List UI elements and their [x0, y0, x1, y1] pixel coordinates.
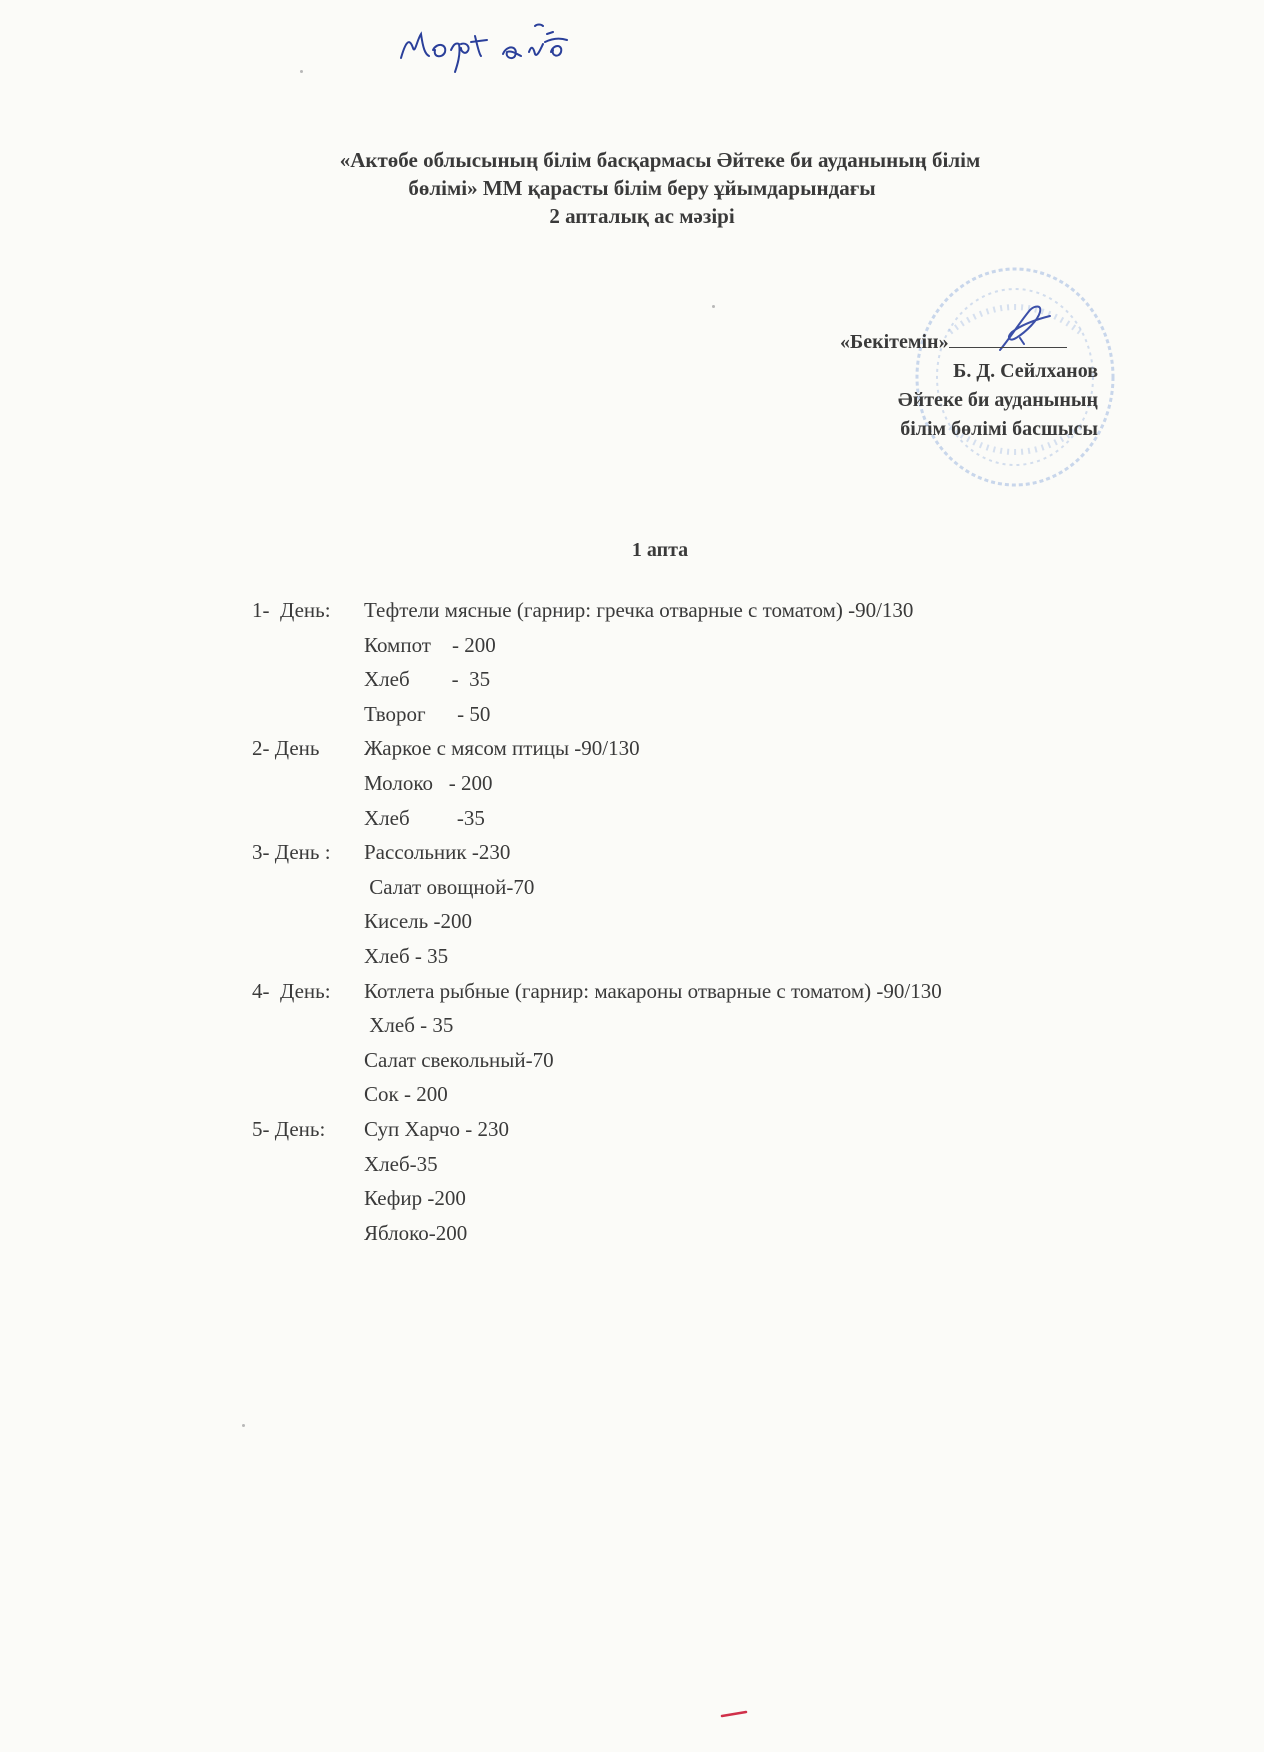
day-row — [252, 731, 1152, 766]
menu-item: Жаркое с мясом птицы -90/130 — [364, 736, 640, 761]
menu-item: Салат свекольный-70 — [364, 1047, 554, 1072]
scan-speck — [712, 305, 715, 308]
menu-item: Компот - 200 — [364, 632, 496, 657]
approver-position-line-1: Әйтеке би ауданының — [897, 389, 1098, 411]
menu-item: Кисель -200 — [364, 909, 472, 934]
approver-name: Б. Д. Сейлханов — [953, 360, 1098, 382]
approval-block — [800, 328, 1098, 444]
menu-item: Молоко - 200 — [364, 770, 493, 795]
day-label: 1- День: — [252, 598, 336, 622]
handwritten-note-drawing — [395, 14, 635, 74]
day-row — [252, 835, 1152, 870]
document-header — [230, 146, 1090, 230]
menu-item: Суп Харчо - 230 — [364, 1116, 509, 1141]
approval-label-row — [800, 328, 1098, 357]
header-line-2: бөлімі» ММ қарасты білім беру ұйымдарындағы — [408, 176, 876, 200]
day-row — [252, 1112, 1152, 1147]
day-label: 2- День — [252, 736, 325, 761]
header-line-1: «Актөбе облысының білім басқармасы Әйтеке би ауданының білім — [339, 148, 981, 172]
day-label: 5- День: — [252, 1116, 331, 1141]
menu-item: Кефир -200 — [364, 1186, 466, 1211]
menu-item: Котлета рыбные (гарнир: макароны отварные с томатом) -90/130 — [364, 978, 942, 1003]
menu-item: Салат овощной-70 — [364, 874, 535, 899]
menu-item: Хлеб-35 — [364, 1151, 438, 1176]
menu-item: Рассольник -230 — [364, 840, 511, 865]
menu-list — [252, 593, 1152, 1250]
signature-line — [949, 333, 1067, 348]
week-title: 1 апта — [631, 539, 689, 561]
menu-item: Хлеб - 35 — [364, 1013, 454, 1038]
day-row — [252, 974, 1152, 1009]
approval-label: «Бекітемін» — [840, 331, 949, 353]
menu-item: Хлеб - 35 — [364, 667, 491, 692]
menu-item: Сок - 200 — [364, 1082, 448, 1107]
approver-position-line-2: білім бөлімі басшысы — [900, 418, 1098, 440]
day-row — [252, 593, 1152, 628]
menu-item: Хлеб -35 — [364, 805, 485, 830]
menu-item: Тефтели мясные (гарнир: гречка отварные с томатом) -90/130 — [364, 598, 914, 622]
menu-item: Хлеб - 35 — [364, 943, 449, 968]
menu-item: Яблоко-200 — [364, 1220, 468, 1245]
handwritten-note — [395, 14, 635, 74]
red-pen-mark — [720, 1710, 748, 1718]
header-line-3: 2 апталық ас мәзірі — [549, 204, 735, 228]
menu-item: Творог - 50 — [364, 701, 491, 726]
day-label: 3- День : — [252, 840, 336, 865]
scan-speck — [242, 1424, 245, 1427]
day-label: 4- День: — [252, 978, 336, 1003]
scan-speck — [300, 70, 303, 73]
